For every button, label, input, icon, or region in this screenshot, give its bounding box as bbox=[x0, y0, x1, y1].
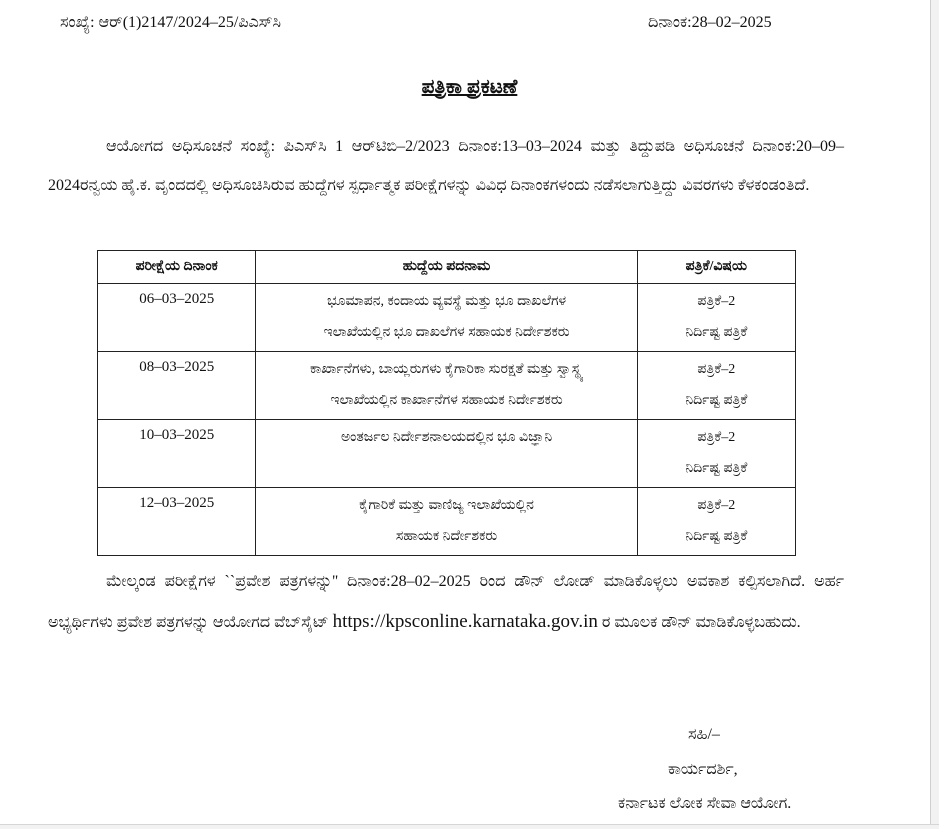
reference-number: ಸಂಖ್ಯೆ: ಆರ್(1)2147/2024–25/ಪಿಎಸ್‌ಸಿ bbox=[60, 14, 281, 31]
intro-text: ಆಯೋಗದ ಅಧಿಸೂಚನೆ ಸಂಖ್ಯೆ: ಪಿಎಸ್‌ಸಿ 1 ಆರ್‌ಟಿಬಿ–2/2023 ದಿನಾಂಕ:13–03–2024 ಮತ್ತು ತಿದ್ದುಪಡಿ ಅಧಿಸೂಚನೆ ದಿನಾಂಕ:20–09–2024ರನ್ವಯ ಹೈ.ಕ. ವೃಂದದಲ್ಲಿ ಅಧಿಸೂಚಿಸಿರುವ ಹುದ್ದೆಗಳ ಸ್ಪರ್ಧಾತ್ಮಕ ಪರೀಕ್ಷೆಗಳನ್ನು ವಿವಿಧ ದಿನಾಂಕಗಳಂದು ನಡೆಸಲಾಗುತ್ತಿದ್ದು ವಿವರಗಳು ಕೆಳಕಂಡಂತಿದೆ. bbox=[48, 138, 844, 194]
paper-cell bbox=[637, 420, 795, 488]
document-date: ದಿನಾಂಕ:28–02–2025 bbox=[648, 14, 772, 31]
post-name-line: ಕೈಗಾರಿಕೆ ಮತ್ತು ವಾಣಿಜ್ಯ ಇಲಾಖೆಯಲ್ಲಿನ bbox=[359, 498, 534, 513]
paper-number: ಪತ್ರಿಕೆ–2 bbox=[697, 294, 736, 309]
paper-type: ನಿರ್ದಿಷ್ಟ ಪತ್ರಿಕೆ bbox=[685, 461, 748, 476]
signatory-organization: ಕರ್ನಾಟಕ ಲೋಕ ಸೇವಾ ಆಯೋಗ. bbox=[618, 795, 792, 812]
table-row bbox=[98, 420, 796, 488]
paper-number: ಪತ್ರಿಕೆ–2 bbox=[697, 498, 736, 513]
viewer-bottom-border bbox=[0, 824, 939, 829]
post-name-line: ಭೂಮಾಪನ, ಕಂದಾಯ ವ್ಯವಸ್ಥೆ ಮತ್ತು ಭೂ ದಾಖಲೆಗಳ bbox=[326, 294, 567, 309]
post-name-cell bbox=[256, 352, 637, 420]
exam-date-cell: 10–03–2025 bbox=[98, 420, 256, 488]
paper-type: ನಿರ್ದಿಷ್ಟ ಪತ್ರಿಕೆ bbox=[685, 529, 748, 544]
paper-number: ಪತ್ರಿಕೆ–2 bbox=[697, 430, 736, 445]
post-name-line: ಅಂತರ್ಜಲ ನಿರ್ದೇಶನಾಲಯದಲ್ಲಿನ ಭೂ ವಿಜ್ಞಾನಿ bbox=[340, 430, 553, 445]
table-row bbox=[98, 284, 796, 352]
post-name-line: ಕಾರ್ಖಾನೆಗಳು, ಬಾಯ್ಲರುಗಳು ಕೈಗಾರಿಕಾ ಸುರಕ್ಷತೆ ಮತ್ತು ಸ್ವಾಸ್ಥ್ಯ bbox=[310, 362, 584, 377]
post-name-line: ಸಹಾಯಕ ನಿರ್ದೇಶಕರು bbox=[395, 529, 498, 544]
paper-cell bbox=[637, 488, 795, 556]
exam-date-cell: 06–03–2025 bbox=[98, 284, 256, 352]
post-name-cell bbox=[256, 284, 637, 352]
closing-text: ಮೇಲ್ಕಂಡ ಪರೀಕ್ಷೆಗಳ ``ಪ್ರವೇಶ ಪತ್ರಗಳನ್ನು'' ದಿನಾಂಕ:28–02–2025 ರಿಂದ ಡೌನ್ ಲೋಡ್ ಮಾಡಿಕೊಳ್ಳಲು ಅವಕಾಶ ಕಲ್ಪಿಸಲಾಗಿದೆ. ಅರ್ಹ ಅಭ್ಯರ್ಥಿಗಳು ಪ್ರವೇಶ ಪತ್ರಗಳನ್ನು ಆಯೋಗದ ವೆಬ್‌ಸೈಟ್ bbox=[48, 573, 844, 631]
page-title: ಪತ್ರಿಕಾ ಪ್ರಕಟಣೆ bbox=[421, 76, 518, 98]
signatory-designation: ಕಾರ್ಯದರ್ಶಿ, bbox=[668, 761, 738, 778]
post-name-cell bbox=[256, 488, 637, 556]
paper-type: ನಿರ್ದಿಷ್ಟ ಪತ್ರಿಕೆ bbox=[685, 393, 748, 408]
paper-cell bbox=[637, 284, 795, 352]
header-exam-date: ಪರೀಕ್ಷೆಯ ದಿನಾಂಕ bbox=[98, 251, 256, 284]
exam-date-cell: 12–03–2025 bbox=[98, 488, 256, 556]
website-url: https://kpsconline.karnataka.gov.in bbox=[332, 611, 598, 632]
closing-text-end: ರ ಮೂಲಕ ಡೌನ್ ಮಾಡಿಕೊಳ್ಳಬಹುದು. bbox=[601, 614, 801, 631]
paper-cell bbox=[637, 352, 795, 420]
header-post-name: ಹುದ್ದೆಯ ಪದನಾಮ bbox=[256, 251, 637, 284]
intro-paragraph bbox=[48, 127, 844, 205]
exam-date-cell: 08–03–2025 bbox=[98, 352, 256, 420]
post-name-line: ಇಲಾಖೆಯಲ್ಲಿನ ಭೂ ದಾಖಲೆಗಳ ಸಹಾಯಕ ನಿರ್ದೇಶಕರು bbox=[323, 325, 570, 340]
table-row bbox=[98, 488, 796, 556]
table-row bbox=[98, 352, 796, 420]
signature-mark: ಸಹಿ/– bbox=[688, 726, 720, 743]
viewer-right-border bbox=[930, 0, 939, 829]
post-name-cell bbox=[256, 420, 637, 488]
header-paper-subject: ಪತ್ರಿಕೆ/ವಿಷಯ bbox=[637, 251, 795, 284]
paper-type: ನಿರ್ದಿಷ್ಟ ಪತ್ರಿಕೆ bbox=[685, 325, 748, 340]
post-name-line: ಇಲಾಖೆಯಲ್ಲಿನ ಕಾರ್ಖಾನೆಗಳ ಸಹಾಯಕ ನಿರ್ದೇಶಕರು bbox=[330, 393, 563, 408]
table-header-row bbox=[98, 251, 796, 284]
exam-schedule-table bbox=[97, 250, 796, 556]
paper-number: ಪತ್ರಿಕೆ–2 bbox=[697, 362, 736, 377]
closing-paragraph bbox=[48, 562, 844, 643]
